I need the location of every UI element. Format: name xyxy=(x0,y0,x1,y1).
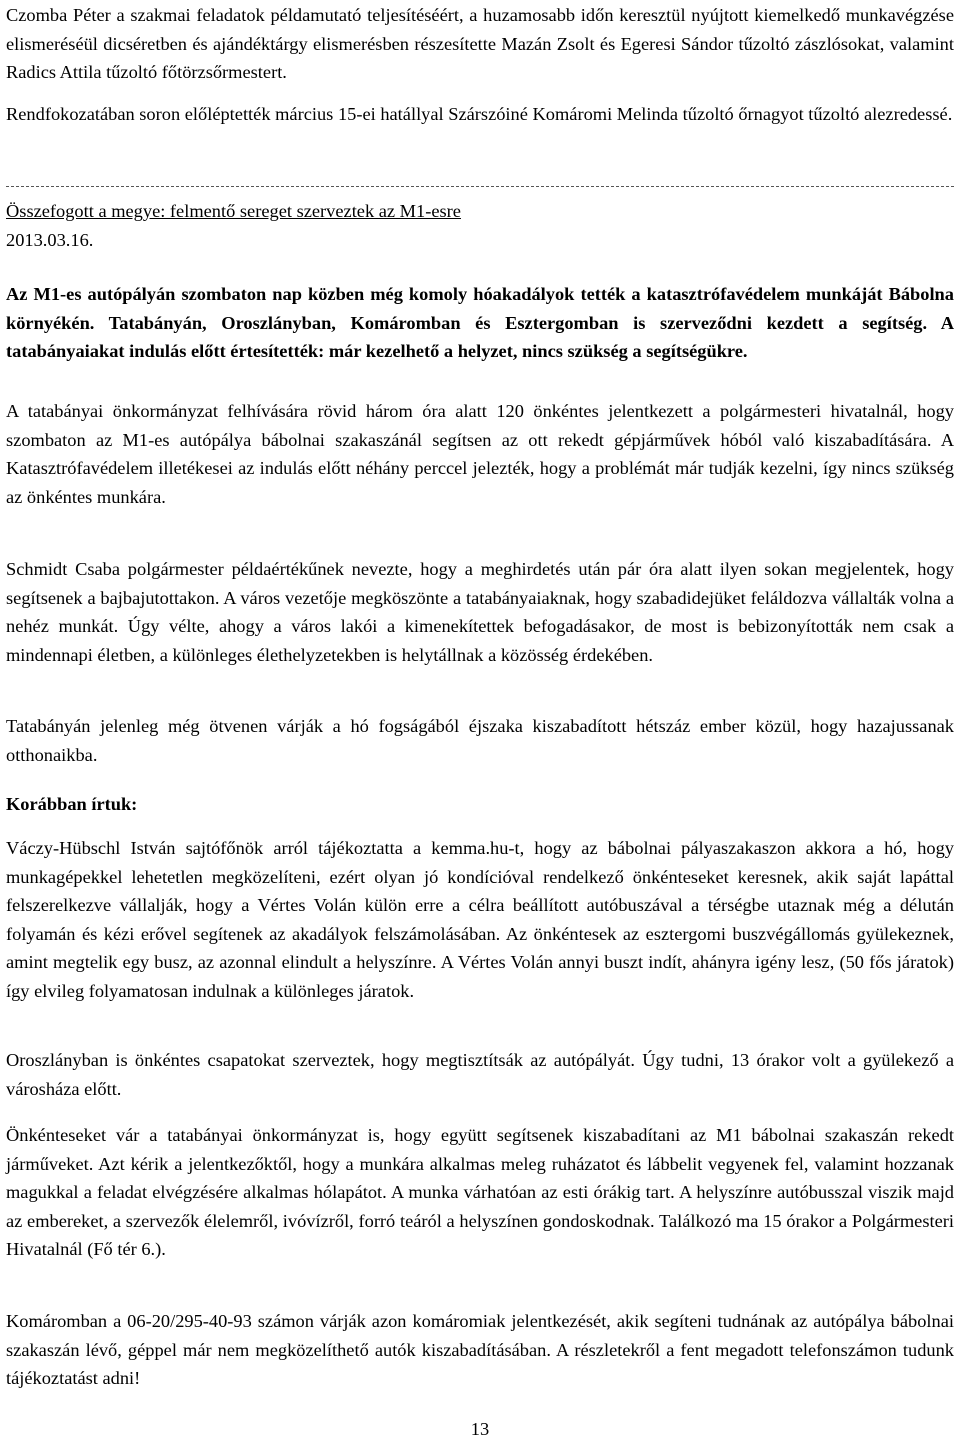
section-divider xyxy=(6,186,954,187)
article-paragraph: Tatabányán jelenleg még ötvenen várják a hó fogságából éjszaka kiszabadított hétszáz ember közül, hogy hazajussanak otthonaikba. xyxy=(6,716,954,765)
article-lead: Az M1-es autópályán szombaton nap közben még komoly hóakadályok tették a katasztrófavédelem munkáját Bábolna környékén. Tatabányán, Oroszlányban, Komáromban és Esztergomban is szerveződni kezdett a segítség. A tatabányaiakat indulás előtt értesítették: már kezelhető a helyzet, nincs szükség a segítségükre. xyxy=(6,284,954,361)
intro-paragraph-commendations: Czomba Péter a szakmai feladatok példamutató teljesítéséért, a huzamosabb időn keresztül nyújtott kiemelkedő munkavégzése elismeréséül dicséretben és ajándéktárgy elismerésben részesítette Mazán Zsolt és Egeresi Sándor tűzoltó zászlósokat, valamint Radics Attila tűzoltó főtörzsőrmestert. xyxy=(6,5,954,82)
earlier-paragraph: Váczy-Hübschl István sajtófőnök arról tájékoztatta a kemma.hu-t, hogy az bábolnai pályaszakaszon akkora a hó, hogy munkagépekkel lehetetlen megközelíteni, ezért olyan jó kondícióval rendelkező önkénteseket keresnek, akik saját lapáttal felszerelkezve vállalják, hogy a Vértes Volán külön erre a célra beállított autóbuszával a térségbe utaznak még a délután folyamán és kézi erővel segítenek az akadályok felszámolásában. Az önkéntesek az esztergomi buszvégállomás gyülekeznek, amint megtelik egy busz, az azonnal elindult a helyszínre. A Vértes Volán annyi buszt indít, ahányra igény lesz, (50 fős járatok) így elvileg folyamatosan indulnak a különleges járatok. xyxy=(6,838,954,1001)
earlier-paragraph: Komáromban a 06-20/295-40-93 számon várják azon komáromiak jelentkezését, akik segíteni tudnának az autópálya bábolnai szakaszán lévő, géppel már nem megközelíthető autók kiszabadításában. A részletekről a fent megadott telefonszámon tudunk tájékoztatást adni! xyxy=(6,1311,954,1388)
article-paragraph: A tatabányai önkormányzat felhívására rövid három óra alatt 120 önkéntes jelentkezett a polgármesteri hivatalnál, hogy szombaton az M1-es autópálya bábolnai szakaszánál segítsen az ott rekedt gépjárművek hóból való kiszabadítására. A Katasztrófavédelem illetékesei az indulás előtt néhány perccel jelezték, hogy a problémát már tudják kezelni, így nincs szükség az önkéntes munkára. xyxy=(6,401,954,507)
earlier-paragraph: Oroszlányban is önkéntes csapatokat szerveztek, hogy megtisztítsák az autópályát. Úgy tudni, 13 órakor volt a gyülekező a városháza előtt. xyxy=(6,1050,954,1099)
page-number: 13 xyxy=(470,1419,490,1439)
earlier-reports-heading: Korábban írtuk: xyxy=(6,794,138,814)
intro-paragraph-promotion: Rendfokozatában soron előléptették március 15-ei hatállyal Szárszóiné Komáromi Melinda tűzoltó őrnagyot tűzoltó alezredessé. xyxy=(6,104,953,124)
earlier-paragraph: Önkénteseket vár a tatabányai önkormányzat is, hogy együtt segítsenek kiszabadítani az M1 bábolnai szakaszán rekedt járműveket. Azt kérik a jelentkezőktől, hogy a munkára alkalmas meleg ruházatot és lábbelit vegyenek fel, valamint hozzanak magukkal a feladat elvégzésére alkalmas hólapátot. A munka várhatóan az esti órákig tart. A helyszínre autóbusszal viszik majd az embereket, a szervezők élelemről, ivóvízről, forró teáról a helyszínen gondoskodnak. Találkozó ma 15 órakor a Polgármesteri Hivatalnál (Fő tér 6.). xyxy=(6,1125,954,1259)
article-date: 2013.03.16. xyxy=(6,230,94,250)
article-title-link[interactable]: Összefogott a megye: felmentő sereget szerveztek az M1-esre xyxy=(6,201,461,221)
article-paragraph: Schmidt Csaba polgármester példaértékűnek nevezte, hogy a meghirdetés után pár óra alatt ilyen sokan megjelentek, hogy segítsenek a bajbajutottakon. A város vezetője megköszönte a tatabányaiaknak, hogy szabadidejüket feláldozva vállalták volna a nehéz munkát. Úgy vélte, ahogy a város lakói a kimenekítettek befogadásakor, de most is bebizonyították nem csak a mindennapi életben, a különleges élethelyzetekben is helytállnak a közösség érdekében. xyxy=(6,559,954,665)
